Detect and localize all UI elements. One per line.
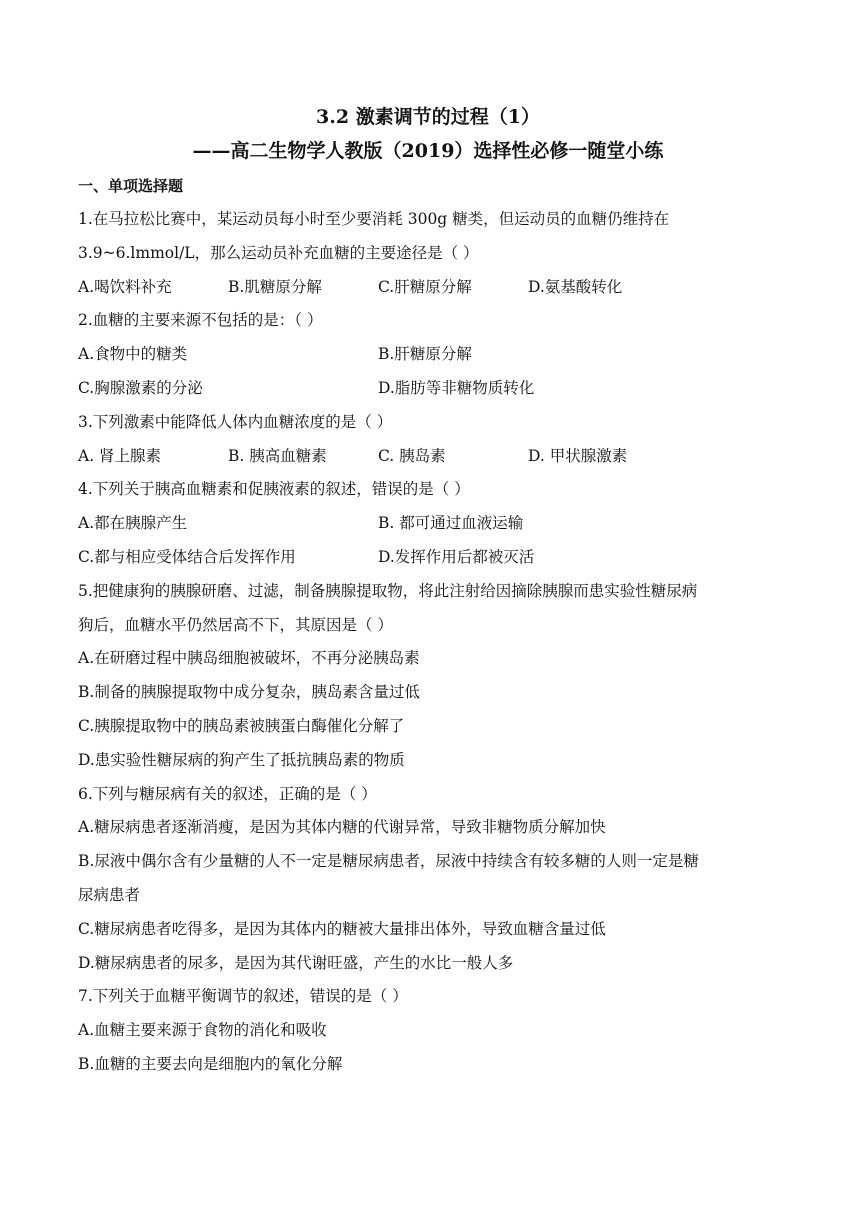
option-d: D.氨基酸转化 <box>528 277 623 296</box>
option-a: A.糖尿病患者逐渐消瘦，是因为其体内糖的代谢异常，导致非糖物质分解加快 <box>78 818 606 837</box>
question-stem: 1.在马拉松比赛中，某运动员每小时至少要消耗 300g 糖类，但运动员的血糖仍维持在 <box>78 210 670 228</box>
option-d: D.脂肪等非糖物质转化 <box>378 378 535 397</box>
option-b: B.肝糖原分解 <box>378 345 472 364</box>
section-heading: 一、单项选择题 <box>78 177 184 195</box>
question-stem: 4.下列关于胰高血糖素和促胰液素的叙述，错误的是（ ） <box>78 480 470 499</box>
question-stem: 狗后，血糖水平仍然居高不下，其原因是（ ） <box>78 615 393 634</box>
page-subtitle: ——高二生物学人教版（2019）选择性必修一随堂小练 <box>192 140 664 162</box>
option-row <box>78 541 778 575</box>
option-a: A.血糖主要来源于食物的消化和吸收 <box>78 1021 327 1040</box>
option-d: D.糖尿病患者的尿多，是因为其代谢旺盛，产生的水比一般人多 <box>78 953 514 972</box>
option-c: C.胸腺激素的分泌 <box>78 378 203 397</box>
question-7 <box>78 980 778 1081</box>
question-1 <box>78 203 778 304</box>
question-4 <box>78 473 778 574</box>
option-c: C. 胰岛素 <box>378 446 446 465</box>
question-3 <box>78 406 778 474</box>
question-stem: 2.血糖的主要来源不包括的是：（ ） <box>78 311 323 330</box>
option-row <box>78 372 778 406</box>
question-stem: 3.9~6.lmmol/L，那么运动员补充血糖的主要途径是（ ） <box>78 243 479 262</box>
option-b: B.尿液中偶尔含有少量糖的人不一定是糖尿病患者，尿液中持续含有较多糖的人则一定是糖 <box>78 852 699 871</box>
option-b: B. 胰高血糖素 <box>228 446 327 465</box>
option-c: C.都与相应受体结合后发挥作用 <box>78 547 296 566</box>
option-row <box>78 507 778 541</box>
option-b: B.肌糖原分解 <box>228 277 322 296</box>
option-row <box>78 271 778 305</box>
option-d: D.患实验性糖尿病的狗产生了抵抗胰岛素的物质 <box>78 750 405 769</box>
option-d: D. 甲状腺激素 <box>528 446 628 465</box>
question-stem: 3.下列激素中能降低人体内血糖浓度的是（ ） <box>78 412 393 431</box>
option-c: C.肝糖原分解 <box>378 277 472 296</box>
question-stem: 7.下列关于血糖平衡调节的叙述，错误的是（ ） <box>78 987 408 1006</box>
question-2 <box>78 304 778 405</box>
option-row <box>78 440 778 474</box>
option-c: C.胰腺提取物中的胰岛素被胰蛋白酶催化分解了 <box>78 716 405 735</box>
option-b: B. 都可通过血液运输 <box>378 514 524 533</box>
option-b: B.血糖的主要去向是细胞内的氧化分解 <box>78 1054 343 1073</box>
option-a: A. 肾上腺素 <box>78 446 162 465</box>
page-title: 3.2 激素调节的过程（1） <box>316 106 540 128</box>
option-c: C.糖尿病患者吃得多，是因为其体内的糖被大量排出体外，导致血糖含量过低 <box>78 919 606 938</box>
option-a: A.喝饮料补充 <box>78 277 172 296</box>
document-page <box>78 100 778 1082</box>
option-a: A.食物中的糖类 <box>78 345 188 364</box>
question-5 <box>78 575 778 778</box>
option-a: A.都在胰腺产生 <box>78 514 188 533</box>
option-a: A.在研磨过程中胰岛细胞被破坏，不再分泌胰岛素 <box>78 649 420 668</box>
option-b: B.制备的胰腺提取物中成分复杂，胰岛素含量过低 <box>78 683 420 702</box>
option-b-continued: 尿病患者 <box>78 885 141 904</box>
question-stem: 5.把健康狗的胰腺研磨、过滤，制备胰腺提取物，将此注射给因摘除胰腺而患实验性糖尿病 <box>78 581 698 600</box>
question-stem: 6.下列与糖尿病有关的叙述，正确的是（ ） <box>78 784 377 803</box>
option-d: D.发挥作用后都被灭活 <box>378 547 535 566</box>
question-6 <box>78 778 778 981</box>
option-row <box>78 338 778 372</box>
